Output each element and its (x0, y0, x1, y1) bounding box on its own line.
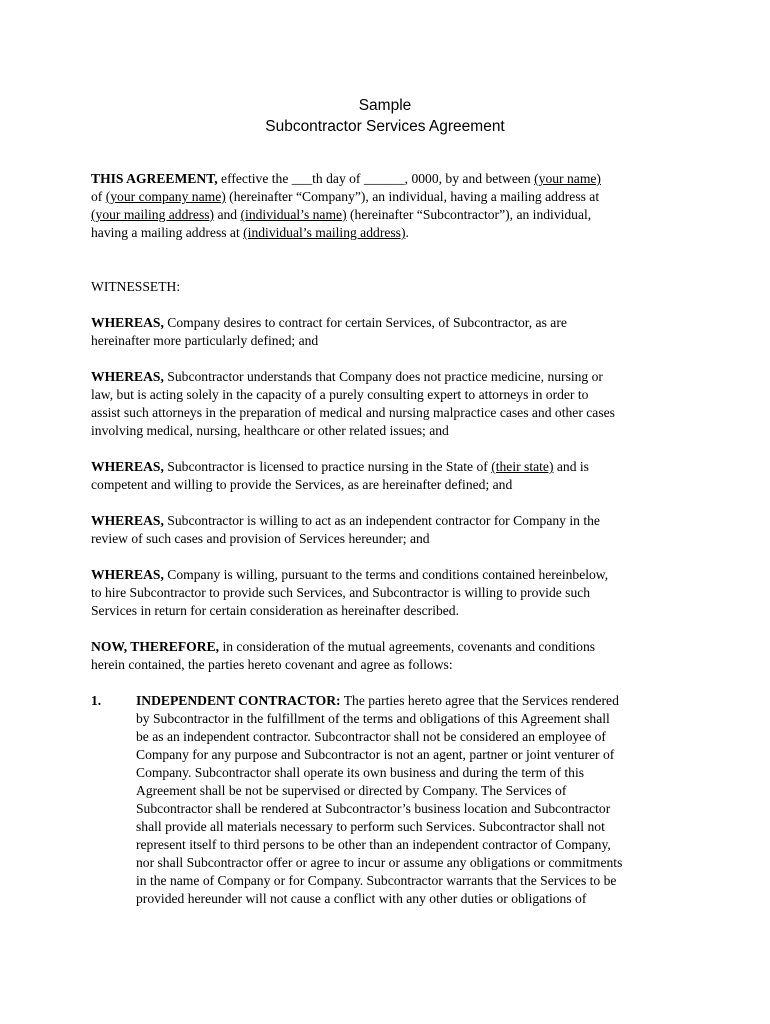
now-therefore-paragraph: NOW, THEREFORE, in consideration of the mutual agreements, covenants and conditions herein contained, the parties hereto covenant and agree as follows: (91, 639, 596, 672)
title-line-sample: Sample (358, 97, 412, 114)
state-field: (their state) (491, 459, 554, 474)
whereas-paragraph: WHEREAS, Subcontractor understands that Company does not practice medicine, nursing or law, but is acting solely in the capacity of a purely consulting expert to attorneys in order to assist such attorneys in the preparation of medical and nursing malpractice cases and other cases involving medical, nursing, healthcare or other related issues; and (91, 369, 615, 438)
whereas-paragraph: WHEREAS, Company desires to contract for certain Services, of Subcontractor, as are hereinafter more particularly defined; and (91, 315, 567, 348)
intro-lead: THIS AGREEMENT, (91, 171, 218, 186)
document-body (91, 170, 691, 908)
mailing-address-field: (your mailing address) (91, 207, 215, 222)
section-independent-contractor: 1. INDEPENDENT CONTRACTOR: The parties hereto agree that the Services rendered by Subcontractor in the fulfillment of the terms and obligations of this Agreement shall be as an independent contractor. Subcontractor shall not be considered an employee of Company for any purpose and Subcontractor is not an agent, partner or joint venturer of Company. Subcontractor shall operate its own business and during the term of this Agreement shall be not be supervised or directed by Company. The Services of Subcontractor shall be rendered at Subcontractor’s business location and Subcontractor shall provide all materials necessary to perform such Services. Subcontractor shall not represent itself to third persons to be other than an independent contractor of Company, nor shall Subcontractor offer or agree to incur or assume any obligations or commitments in the name of Company or for Company. Subcontractor warrants that the Services to be provided hereunder will not cause a conflict with any other duties or obligations of (91, 693, 623, 906)
company-name-field: (your company name) (105, 189, 226, 204)
whereas-paragraph: WHEREAS, Company is willing, pursuant to the terms and conditions contained hereinbelow, to hire Subcontractor to provide such Services, and Subcontractor is willing to provide such Services in return for certain consideration as hereinafter described. (91, 567, 609, 618)
title-line-agreement: Subcontractor Services Agreement (265, 118, 505, 135)
individual-address-field: (individual’s mailing address) (243, 225, 406, 240)
document-title (0, 95, 770, 137)
individual-name-field: (individual’s name) (240, 207, 347, 222)
section-heading: INDEPENDENT CONTRACTOR: (136, 693, 341, 708)
witnesseth-heading: WITNESSETH: (91, 279, 181, 294)
your-name-field: (your name) (534, 171, 601, 186)
whereas-paragraph: WHEREAS, Subcontractor is licensed to practice nursing in the State of (their state) and is competent and willing to provide the Services, as are hereinafter defined; and (91, 459, 589, 492)
whereas-paragraph: WHEREAS, Subcontractor is willing to act as an independent contractor for Company in the review of such cases and provision of Services hereunder; and (91, 513, 600, 546)
intro-paragraph: THIS AGREEMENT, effective the ___th day of ______, 0000, by and between (your name) of (your company name) (hereinafter “Company”), an individual, having a mailing address at (your mailing address) and (individual’s name) (hereinafter “Subcontractor”), an individual, having a mailing address at (individual’s mailing address). (91, 171, 601, 240)
section-number: 1. (91, 693, 102, 708)
